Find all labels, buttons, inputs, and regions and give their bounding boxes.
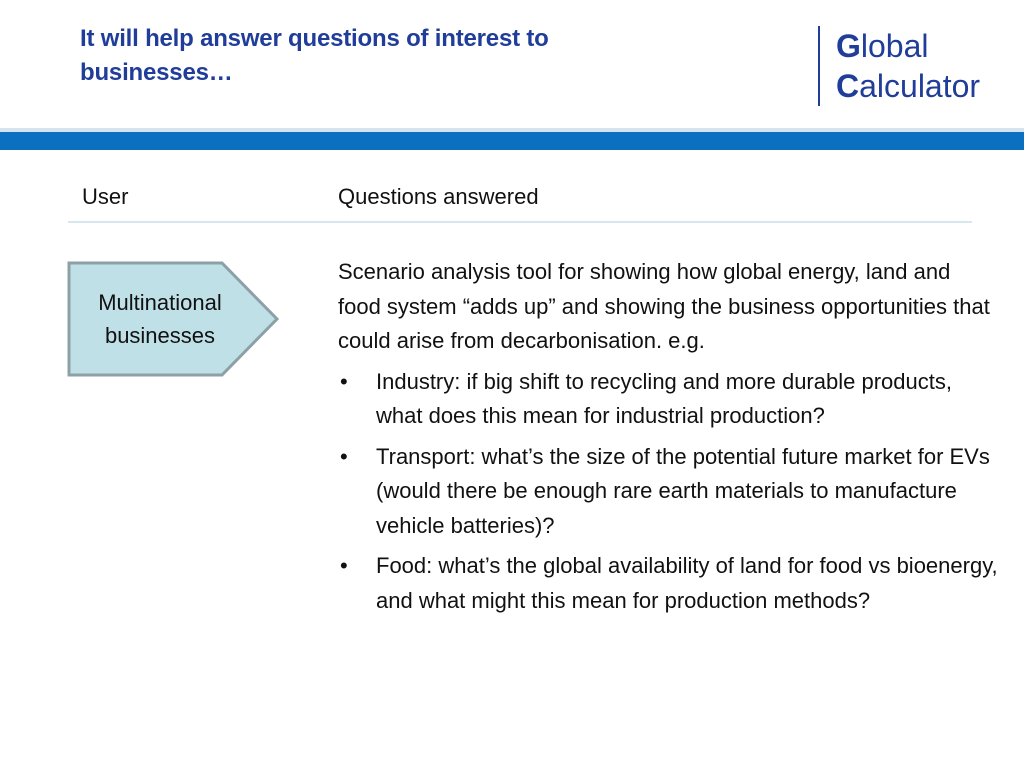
bullet-industry	[338, 365, 998, 434]
intro-paragraph: Scenario analysis tool for showing how global energy, land and food system “adds up” and showing the business opportunities that could arise from decarbonisation. e.g.	[338, 259, 990, 353]
bullet-dot: •	[340, 553, 348, 578]
logo-word-calculator: alculator	[859, 68, 981, 104]
logo-line-global	[836, 26, 980, 66]
header-band	[0, 132, 1024, 150]
global-calculator-logo	[818, 26, 980, 106]
bullet-dot: •	[340, 443, 348, 469]
user-tag	[66, 260, 280, 378]
column-header-user: User	[82, 184, 129, 209]
user-tag-label	[70, 286, 250, 352]
user-tag-line-2: businesses	[104, 323, 216, 348]
logo-initial-c: C	[836, 68, 860, 104]
questions-answered-body	[338, 255, 998, 624]
bullet-dot: •	[340, 368, 348, 394]
bullet-food	[338, 549, 998, 618]
logo-initial-g: G	[836, 28, 861, 64]
user-tag-line-1: Multinational	[98, 290, 222, 315]
logo-line-calculator	[836, 66, 980, 106]
column-header-questions: Questions answered	[338, 184, 539, 209]
header-divider	[68, 221, 972, 223]
bullet-text: Transport: what’s the size of the potential future market for EVs (would there be enough rare earth materials to manufacture vehicle batteries)?	[376, 443, 990, 538]
logo-word-global: lobal	[860, 28, 929, 64]
bullet-text: Food: what’s the global availability of land for food vs bioenergy, and what might this mean for production methods?	[376, 553, 998, 613]
example-bullet-list	[338, 365, 998, 619]
slide-title: It will help answer questions of interest to businesses…	[80, 25, 549, 86]
bullet-transport	[338, 440, 998, 544]
bullet-text: Industry: if big shift to recycling and more durable products, what does this mean for industrial production?	[376, 368, 952, 428]
